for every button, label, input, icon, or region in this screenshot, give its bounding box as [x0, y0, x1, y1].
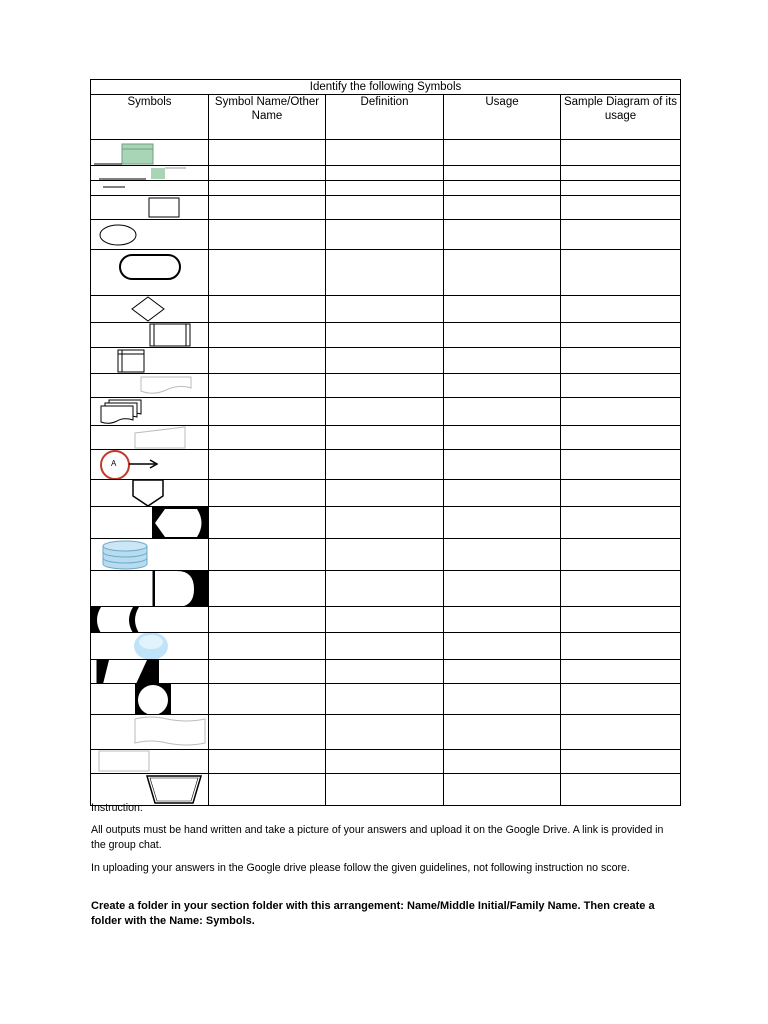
usage-cell[interactable]	[444, 181, 561, 196]
name-cell[interactable]	[209, 450, 326, 480]
definition-cell[interactable]	[326, 633, 444, 660]
name-cell[interactable]	[209, 296, 326, 323]
symbol-cell	[91, 220, 209, 250]
header-symbol-name: Symbol Name/Other Name	[209, 95, 326, 140]
sample-cell[interactable]	[561, 140, 681, 166]
table-row	[91, 684, 681, 715]
symbols-table	[90, 79, 681, 806]
rectangle-icon	[91, 196, 209, 220]
table-row	[91, 607, 681, 633]
definition-cell[interactable]	[326, 507, 444, 539]
usage-cell[interactable]	[444, 539, 561, 571]
name-cell[interactable]	[209, 539, 326, 571]
name-cell[interactable]	[209, 323, 326, 348]
sample-cell[interactable]	[561, 750, 681, 774]
definition-cell[interactable]	[326, 426, 444, 450]
table-row	[91, 633, 681, 660]
usage-cell[interactable]	[444, 323, 561, 348]
usage-cell[interactable]	[444, 571, 561, 607]
definition-cell[interactable]	[326, 296, 444, 323]
header-sample-diagram: Sample Diagram of its usage	[561, 95, 681, 140]
definition-cell[interactable]	[326, 374, 444, 398]
usage-cell[interactable]	[444, 507, 561, 539]
predefined-process-icon	[91, 323, 209, 348]
database-cylinder-icon	[91, 539, 209, 571]
name-cell[interactable]	[209, 398, 326, 426]
name-cell[interactable]	[209, 426, 326, 450]
punched-tape-icon	[91, 715, 209, 750]
instruction-paragraph-2: In uploading your answers in the Google drive please follow the given guidelines, not following instruction no score.	[91, 862, 630, 874]
sample-cell[interactable]	[561, 250, 681, 296]
card-icon	[91, 750, 209, 774]
table-row	[91, 750, 681, 774]
stored-data-icon	[91, 607, 209, 633]
table-row	[91, 348, 681, 374]
symbol-cell	[91, 480, 209, 507]
sample-cell[interactable]	[561, 166, 681, 181]
name-cell[interactable]	[209, 684, 326, 715]
symbol-cell	[91, 607, 209, 633]
sample-cell[interactable]	[561, 715, 681, 750]
symbol-cell	[91, 539, 209, 571]
sample-cell[interactable]	[561, 220, 681, 250]
instruction-heading: Instruction:	[91, 802, 143, 814]
header-symbols: Symbols	[91, 95, 209, 140]
symbol-cell	[91, 398, 209, 426]
sample-cell[interactable]	[561, 607, 681, 633]
delay-icon	[91, 571, 209, 607]
definition-cell[interactable]	[326, 480, 444, 507]
rounded-terminator-icon	[91, 250, 209, 296]
table-row	[91, 181, 681, 196]
symbol-cell	[91, 296, 209, 323]
symbol-cell	[91, 181, 209, 196]
table-row	[91, 571, 681, 607]
internal-storage-icon	[91, 348, 209, 374]
usage-cell[interactable]	[444, 660, 561, 684]
sample-cell[interactable]	[561, 323, 681, 348]
sample-cell[interactable]	[561, 196, 681, 220]
table-row	[91, 196, 681, 220]
usage-cell[interactable]	[444, 398, 561, 426]
table-row	[91, 426, 681, 450]
symbol-cell	[91, 450, 209, 480]
table-row	[91, 480, 681, 507]
usage-cell[interactable]	[444, 450, 561, 480]
usage-cell[interactable]	[444, 426, 561, 450]
table-row	[91, 715, 681, 750]
usage-cell[interactable]	[444, 750, 561, 774]
connector-label: A	[111, 459, 117, 468]
sample-cell[interactable]	[561, 684, 681, 715]
name-cell[interactable]	[209, 250, 326, 296]
definition-cell[interactable]	[326, 750, 444, 774]
symbol-cell	[91, 633, 209, 660]
table-row	[91, 660, 681, 684]
document-icon	[91, 374, 209, 398]
sample-cell[interactable]	[561, 426, 681, 450]
header-usage: Usage	[444, 95, 561, 140]
arrow-line-icon	[91, 181, 209, 196]
instruction-paragraph-3: Create a folder in your section folder with this arrangement: Name/Middle Initial/Family Name. Then create a folder with the Name: Symbols.	[91, 900, 655, 927]
usage-cell[interactable]	[444, 250, 561, 296]
definition-cell[interactable]	[326, 181, 444, 196]
green-rectangle-small-icon	[91, 166, 209, 181]
diamond-icon	[91, 296, 209, 323]
usage-cell[interactable]	[444, 715, 561, 750]
symbol-cell	[91, 571, 209, 607]
usage-cell[interactable]	[444, 296, 561, 323]
name-cell[interactable]	[209, 715, 326, 750]
symbol-cell	[91, 660, 209, 684]
name-cell[interactable]	[209, 220, 326, 250]
multiple-documents-icon	[91, 398, 209, 426]
usage-cell[interactable]	[444, 374, 561, 398]
definition-cell[interactable]	[326, 715, 444, 750]
table-row	[91, 166, 681, 181]
usage-cell[interactable]	[444, 607, 561, 633]
table-title: Identify the following Symbols	[91, 80, 681, 95]
definition-cell[interactable]	[326, 607, 444, 633]
definition-cell[interactable]	[326, 450, 444, 480]
ellipse-icon	[91, 220, 209, 250]
manual-input-icon	[91, 426, 209, 450]
name-cell[interactable]	[209, 633, 326, 660]
sample-cell[interactable]	[561, 633, 681, 660]
name-cell[interactable]	[209, 348, 326, 374]
definition-cell[interactable]	[326, 348, 444, 374]
definition-cell[interactable]	[326, 323, 444, 348]
name-cell[interactable]	[209, 660, 326, 684]
symbol-cell	[91, 507, 209, 539]
symbol-cell	[91, 140, 209, 166]
sample-cell[interactable]	[561, 398, 681, 426]
definition-cell[interactable]	[326, 220, 444, 250]
sample-cell[interactable]	[561, 480, 681, 507]
sample-cell[interactable]	[561, 181, 681, 196]
symbol-cell	[91, 684, 209, 715]
name-cell[interactable]	[209, 607, 326, 633]
definition-cell[interactable]	[326, 571, 444, 607]
symbol-cell	[91, 750, 209, 774]
sample-cell[interactable]	[561, 507, 681, 539]
usage-cell[interactable]	[444, 480, 561, 507]
symbol-cell	[91, 196, 209, 220]
header-definition: Definition	[326, 95, 444, 140]
definition-cell[interactable]	[326, 250, 444, 296]
symbol-cell	[91, 166, 209, 181]
green-rectangle-large-icon	[91, 140, 209, 166]
table-row	[91, 507, 681, 539]
sample-cell[interactable]	[561, 450, 681, 480]
table-row	[91, 296, 681, 323]
sample-cell[interactable]	[561, 539, 681, 571]
definition-cell[interactable]	[326, 398, 444, 426]
usage-cell[interactable]	[444, 196, 561, 220]
definition-cell[interactable]	[326, 196, 444, 220]
symbol-cell	[91, 250, 209, 296]
usage-cell[interactable]	[444, 220, 561, 250]
sample-cell[interactable]	[561, 296, 681, 323]
name-cell[interactable]	[209, 196, 326, 220]
instruction-paragraph-1: All outputs must be hand written and take a picture of your answers and upload it on the Google Drive. A link is provided in the group chat.	[91, 824, 664, 851]
symbol-cell	[91, 715, 209, 750]
table-row	[91, 220, 681, 250]
symbol-cell	[91, 374, 209, 398]
collate-icon	[91, 660, 209, 684]
usage-cell[interactable]	[444, 633, 561, 660]
summing-junction-icon	[91, 684, 209, 715]
name-cell[interactable]	[209, 571, 326, 607]
symbol-cell	[91, 348, 209, 374]
table-row	[91, 140, 681, 166]
definition-cell[interactable]	[326, 140, 444, 166]
sample-cell[interactable]	[561, 571, 681, 607]
sample-cell[interactable]	[561, 660, 681, 684]
symbol-cell	[91, 323, 209, 348]
sample-cell[interactable]	[561, 374, 681, 398]
usage-cell[interactable]	[444, 684, 561, 715]
on-page-connector-icon	[91, 450, 209, 480]
name-cell[interactable]	[209, 507, 326, 539]
table-row	[91, 374, 681, 398]
definition-cell[interactable]	[326, 684, 444, 715]
display-icon	[91, 507, 209, 539]
name-cell[interactable]	[209, 140, 326, 166]
table-row	[91, 450, 681, 480]
name-cell[interactable]	[209, 480, 326, 507]
table-row	[91, 323, 681, 348]
usage-cell[interactable]	[444, 166, 561, 181]
table-row	[91, 250, 681, 296]
symbol-cell	[91, 426, 209, 450]
name-cell[interactable]	[209, 374, 326, 398]
name-cell[interactable]	[209, 750, 326, 774]
name-cell[interactable]	[209, 166, 326, 181]
usage-cell[interactable]	[444, 348, 561, 374]
table-row	[91, 539, 681, 571]
name-cell[interactable]	[209, 181, 326, 196]
cloud-icon	[91, 633, 209, 660]
table-row	[91, 398, 681, 426]
usage-cell[interactable]	[444, 140, 561, 166]
definition-cell[interactable]	[326, 660, 444, 684]
sample-cell[interactable]	[561, 348, 681, 374]
definition-cell[interactable]	[326, 539, 444, 571]
definition-cell[interactable]	[326, 166, 444, 181]
off-page-connector-icon	[91, 480, 209, 507]
